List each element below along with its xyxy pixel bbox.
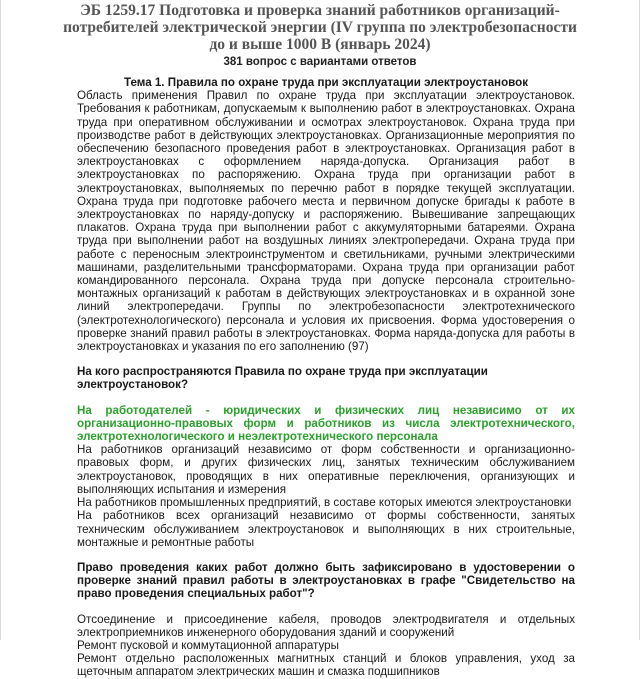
question-2-answer-3: Ремонт отдельно расположенных магнитных станций и блоков управления, уход за щеточным аппаратом электрических машин и смазка подшипников xyxy=(77,652,575,679)
spacer xyxy=(77,601,575,613)
document-subtitle: 381 вопрос с вариантами ответов xyxy=(223,56,417,68)
question-1-answer-3: На работников промышленных предприятий, в составе которых имеются электроустановки xyxy=(77,496,572,510)
question-2-answer-2: Ремонт пусковой и коммутационной аппаратуры xyxy=(77,638,339,652)
document-title xyxy=(61,2,579,53)
topic-description: Область применения Правил по охране труда при эксплуатации электроустановок. Требования к работникам, допускаемым к выполнению работ в электроустановках. Охрана труда при оперативном обслуживании и осмотрах электроустановок. Охрана труда при производстве работ в действующих электроустановках. Организационные мероприятия по обеспечению безопасного проведения работ в электроустановках. Организация работ в электроустановках с оформлением наряда-допуска. Организация работ в электроустановках по распоряжению. Охрана труда при организации работ в электроустановках, выполняемых по перечню работ в порядке текущей эксплуатации. Охрана труда при подготовке рабочего места и первичном допуске бригады к работе в электроустановках по наряду-допуску и распоряжению. Вывешивание запрещающих плакатов. Охрана труда при выполнении работ с аккумуляторными батареями. Охрана труда при выполнении работ на воздушных линиях электропередачи. Охрана труда при работе с переносным электроинструментом и светильниками, ручными электрическими машинами, разделительными трансформаторами. Охрана труда при организации работ командированного персонала. Охрана труда при допуске персонала строительно-монтажных организаций к работам в действующих электроустановках и в охранной зоне линий электропередачи. Группы по электробезопасности электротехнического (электротехнологического) персонала и условия их присвоения. Форма удостоверения о проверке знаний правил работы в электроустановках. Форма наряда-допуска для работы в электроустановках и указания по его заполнению (97) xyxy=(77,89,575,354)
question-2-answer-1: Отсоединение и присоединение кабеля, проводов электродвигателя и отдельных электроприемников инженерного оборудования зданий и сооружений xyxy=(77,612,575,639)
question-1-correct-answer: На работодателей - юридических и физических лиц независимо от их организационно-правовых форм и работников из числа электротехнического, электротехнологического и неэлектротехнического персонала xyxy=(77,403,575,444)
question-1: На кого распространяются Правила по охране труда при эксплуатации электроустановок? xyxy=(77,365,488,392)
title-line-3: до и выше 1000 В (январь 2024) xyxy=(209,36,431,53)
question-1-answer-4: На работников всех организаций независимо от формы собственности, занятых техническим обслуживанием электроустановок и выполняющих в них строительные, монтажные и ремонтные работы xyxy=(77,509,575,549)
title-line-2: потребителей электрической энергии (IV группа по электробезопасности xyxy=(63,19,577,36)
topic-heading: Тема 1. Правила по охране труда при эксплуатации электроустановок xyxy=(123,76,529,89)
document-body xyxy=(77,76,575,679)
document-header xyxy=(1,0,639,68)
question-2: Право проведения каких работ должно быть зафиксировано в удостоверении о проверке знаний правил работы в электроустановках в графе "Свидетельство на право проведения специальных работ"? xyxy=(77,560,575,601)
question-1-answer-2: На работников организаций независимо от форм собственности и организационно-правовых форм, и других физических лиц, занятых техническим обслуживанием электроустановок, проводящих в них оперативные переключения, организующих и выполняющих испытания и измерения xyxy=(77,443,575,496)
title-line-1: ЭБ 1259.17 Подготовка и проверка знаний работников организаций- xyxy=(80,2,560,19)
